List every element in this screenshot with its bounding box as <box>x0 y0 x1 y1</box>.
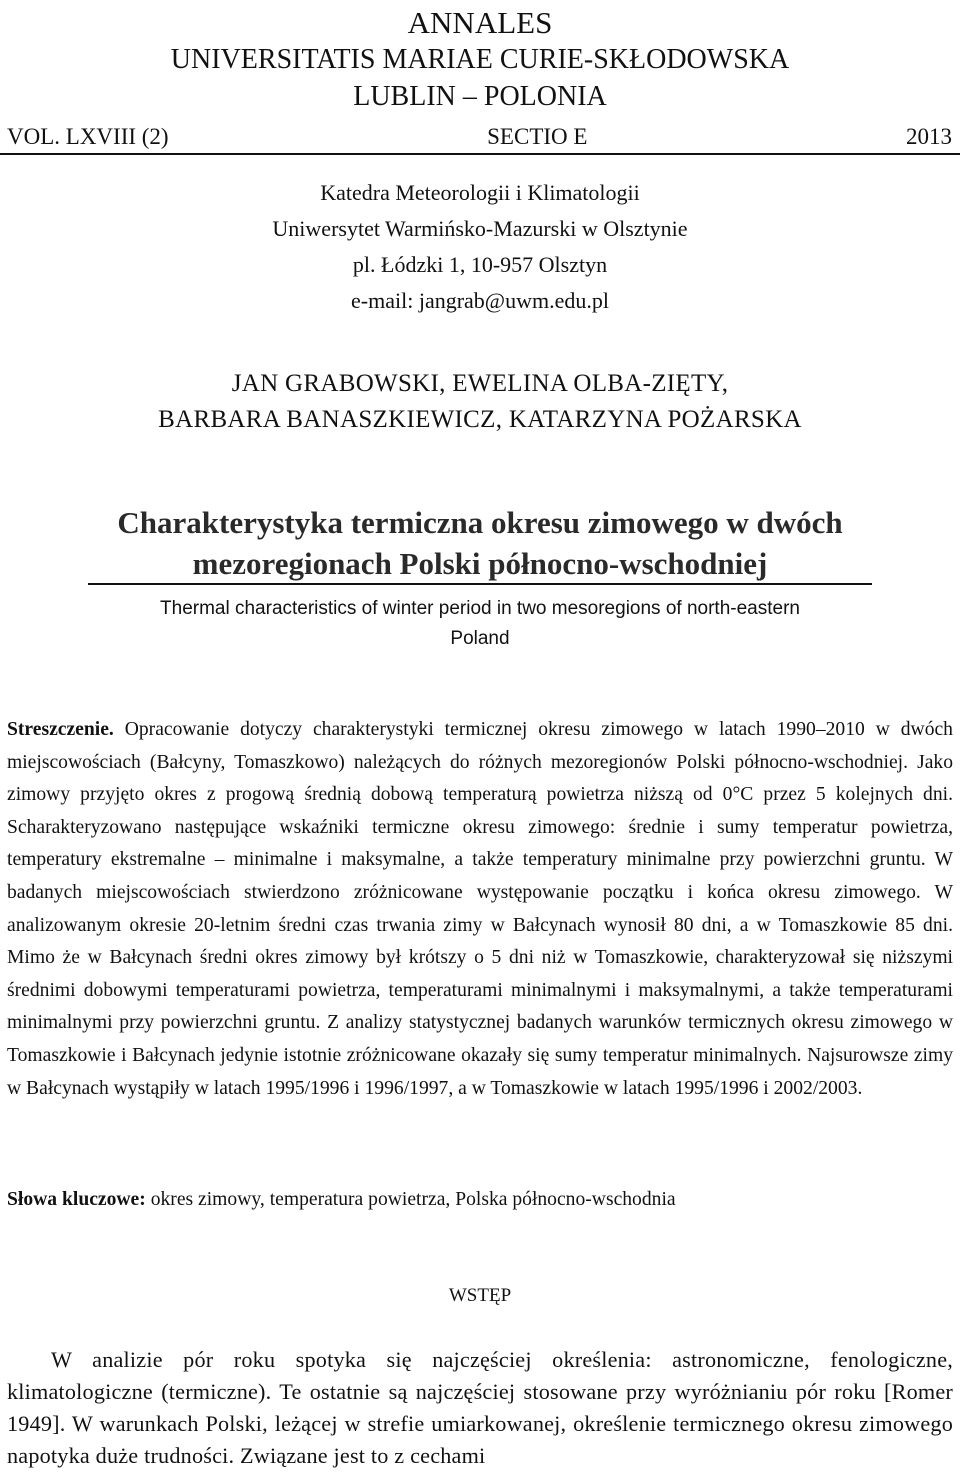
affiliation-email: e-mail: jangrab@uwm.edu.pl <box>351 288 609 313</box>
title-pl-line-2: mezoregionach Polski północno-wschodniej <box>192 546 768 581</box>
keywords-label: Słowa kluczowe: <box>7 1189 146 1210</box>
title-en-line-2: Poland <box>450 628 510 649</box>
journal-city: LUBLIN – POLONIA <box>353 81 607 112</box>
journal-university: UNIVERSITATIS MARIAE CURIE-SKŁODOWSKA <box>170 44 790 75</box>
keywords-text: okres zimowy, temperatura powietrza, Polska północno-wschodnia <box>150 1189 676 1210</box>
intro-paragraph: W analizie pór roku spotyka się najczęściej określenia: astronomiczne, fenologiczne, klimatologiczne (termiczne). Te ostatnie są najczęściej stosowane przy wyróżnianiu pór roku [Romer 1949]. W warunkach Polski, leżącej w strefie umiarkowanej, określenie termicznego okresu zimowego napotyka duże trudności. Związane jest to z cechami <box>7 1347 953 1468</box>
affiliation-address: pl. Łódzki 1, 10-957 Olsztyn <box>352 252 608 277</box>
abstract <box>7 714 953 1105</box>
paper-title-english <box>0 594 960 654</box>
abstract-text: Opracowanie dotyczy charakterystyki termicznej okresu zimowego w latach 1990–2010 w dwóch miejscowościach (Bałcyny, Tomaszkowo) należących do różnych mezoregionów Polski północno-wschodniej. Jako zimowy przyjęto okres z progową średnią dobową temperaturą powietrza niższą od 0°C przez 5 kolejnych dni. Scharakteryzowano następujące wskaźniki termiczne okresu zimowego: średnie i sumy temperatur powietrza, temperatury ekstremalne – minimalne i maksymalne, a także temperatury minimalne przy powierzchni gruntu. W badanych miejscowościach stwierdzono zróżnicowane występowanie początku i końca okresu zimowego. W analizowanym okresie 20-letnim średni czas trwania zimy w Bałcynach wynosił 80 dni, a w Tomaszkowie 85 dni. Mimo że w Bałcynach średni okres zimowy był krótszy o 5 dni niż w Tomaszkowie, charakteryzował się niższymi średnimi dobowymi temperaturami powietrza, temperaturami minimalnymi i maksymalnymi, a także temperaturami minimalnymi przy powierzchni gruntu. Z analizy statystycznej badanych warunków termicznych okresu zimowego w Tomaszkowie i Bałcynach jedynie istotnie zróżnicowane okazały się sumy temperatur minimalnych. Najsurowsze zimy w Bałcynach wystąpiły w latach 1995/1996 i 1996/1997, a w Tomaszkowie w latach 1995/1996 i 2002/2003. <box>7 719 953 1099</box>
journal-name: ANNALES <box>407 5 553 40</box>
affiliation-university: Uniwersytet Warmińsko-Mazurski w Olsztynie <box>272 216 688 241</box>
header-divider <box>0 153 960 155</box>
title-divider <box>88 583 872 585</box>
keywords <box>7 1184 953 1216</box>
abstract-label: Streszczenie. <box>7 719 114 740</box>
journal-volume: VOL. LXVIII (2) <box>7 124 169 149</box>
affiliation-department: Katedra Meteorologii i Klimatologii <box>320 180 640 205</box>
authors-line-1: JAN GRABOWSKI, EWELINA OLBA-ZIĘTY, <box>231 370 729 397</box>
paper-title <box>0 502 960 584</box>
section-heading-intro: WSTĘP <box>448 1285 512 1306</box>
affiliation-block <box>0 175 960 319</box>
title-pl-line-1: Charakterystyka termiczna okresu zimowego w dwóch <box>117 505 843 540</box>
author-list <box>0 366 960 438</box>
authors-line-2: BARBARA BANASZKIEWICZ, KATARZYNA POŻARSKA <box>158 406 802 433</box>
title-en-line-1: Thermal characteristics of winter period in two mesoregions of north-eastern <box>160 598 800 619</box>
journal-section: SECTIO E <box>487 124 588 149</box>
journal-year: 2013 <box>906 124 952 149</box>
journal-meta-row <box>7 122 952 152</box>
